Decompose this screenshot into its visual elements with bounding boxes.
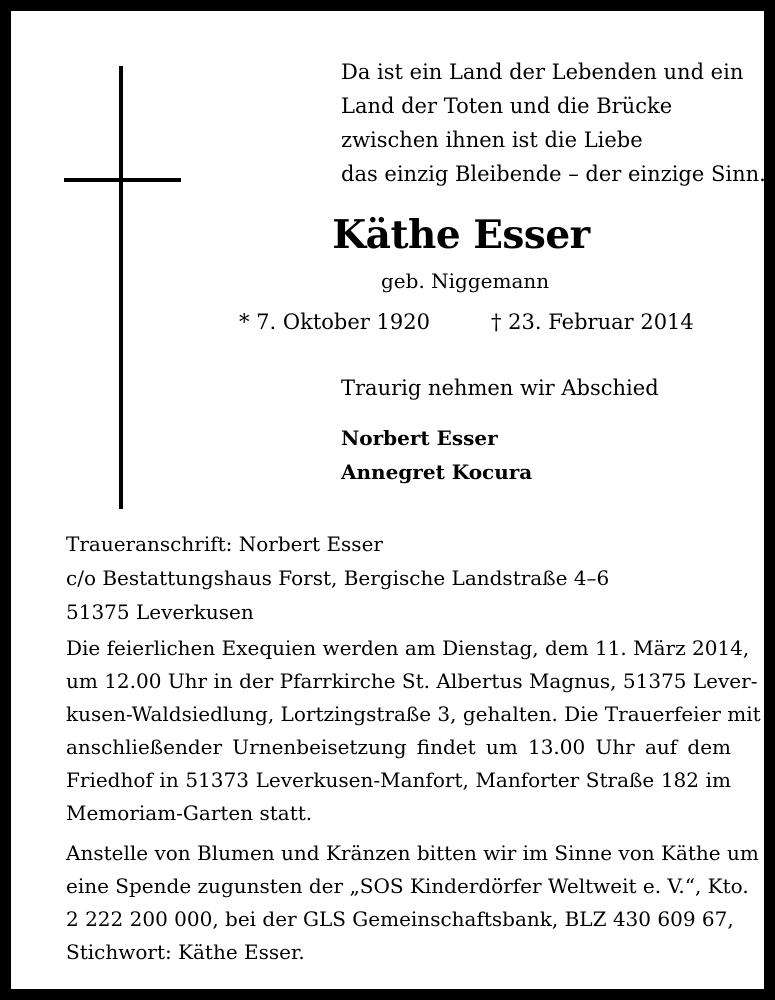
address-line: c/o Bestattungshaus Forst, Bergische Landstraße 4–6	[66, 566, 610, 590]
poem-line: Land der Toten und die Brücke	[341, 94, 673, 118]
mourner-name: Norbert Esser	[341, 426, 498, 450]
paragraph-line: anschließender Urnenbeisetzung findet um 13.00 Uhr auf dem	[66, 735, 731, 759]
poem-line: zwischen ihnen ist die Liebe	[341, 128, 643, 152]
deceased-name: Käthe Esser	[332, 212, 590, 258]
paragraph-line: eine Spende zugunsten der „SOS Kinderdörfer Weltweit e. V.“, Kto.	[66, 874, 749, 898]
death-date: † 23. Februar 2014	[491, 310, 694, 334]
mourner-name: Annegret Kocura	[341, 460, 533, 484]
mourning-address	[66, 527, 609, 629]
service-paragraph	[66, 632, 761, 830]
donation-paragraph	[66, 837, 759, 969]
poem-line: Da ist ein Land der Lebenden und ein	[341, 60, 744, 84]
mourners-list	[341, 421, 532, 489]
birth-date: * 7. Oktober 1920	[239, 310, 430, 334]
paragraph-line: um 12.00 Uhr in der Pfarrkirche St. Albertus Magnus, 51375 Lever-	[66, 669, 758, 693]
address-line: Traueranschrift: Norbert Esser	[66, 532, 383, 556]
paragraph-line: Die feierlichen Exequien werden am Dienstag, dem 11. März 2014,	[66, 636, 750, 660]
cross-icon-horizontal-bar	[64, 178, 181, 182]
paragraph-line: 2 222 200 000, bei der GLS Gemeinschaftsbank, BLZ 430 609 67,	[66, 907, 734, 931]
address-line: 51375 Leverkusen	[66, 600, 254, 624]
poem	[341, 55, 766, 191]
paragraph-line: Stichwort: Käthe Esser.	[66, 940, 305, 964]
paragraph-line: Memoriam-Garten statt.	[66, 801, 313, 825]
birth-name: geb. Niggemann	[381, 269, 550, 293]
cross-icon-vertical-bar	[119, 66, 123, 509]
paragraph-line: kusen-Waldsiedlung, Lortzingstraße 3, gehalten. Die Trauerfeier mit	[66, 702, 761, 726]
farewell-text: Traurig nehmen wir Abschied	[341, 376, 659, 400]
paragraph-line: Anstelle von Blumen und Kränzen bitten wir im Sinne von Käthe um	[66, 841, 759, 865]
paragraph-line: Friedhof in 51373 Leverkusen-Manfort, Manforter Straße 182 im	[66, 768, 731, 792]
poem-line: das einzig Bleibende – der einzige Sinn.	[341, 162, 766, 186]
